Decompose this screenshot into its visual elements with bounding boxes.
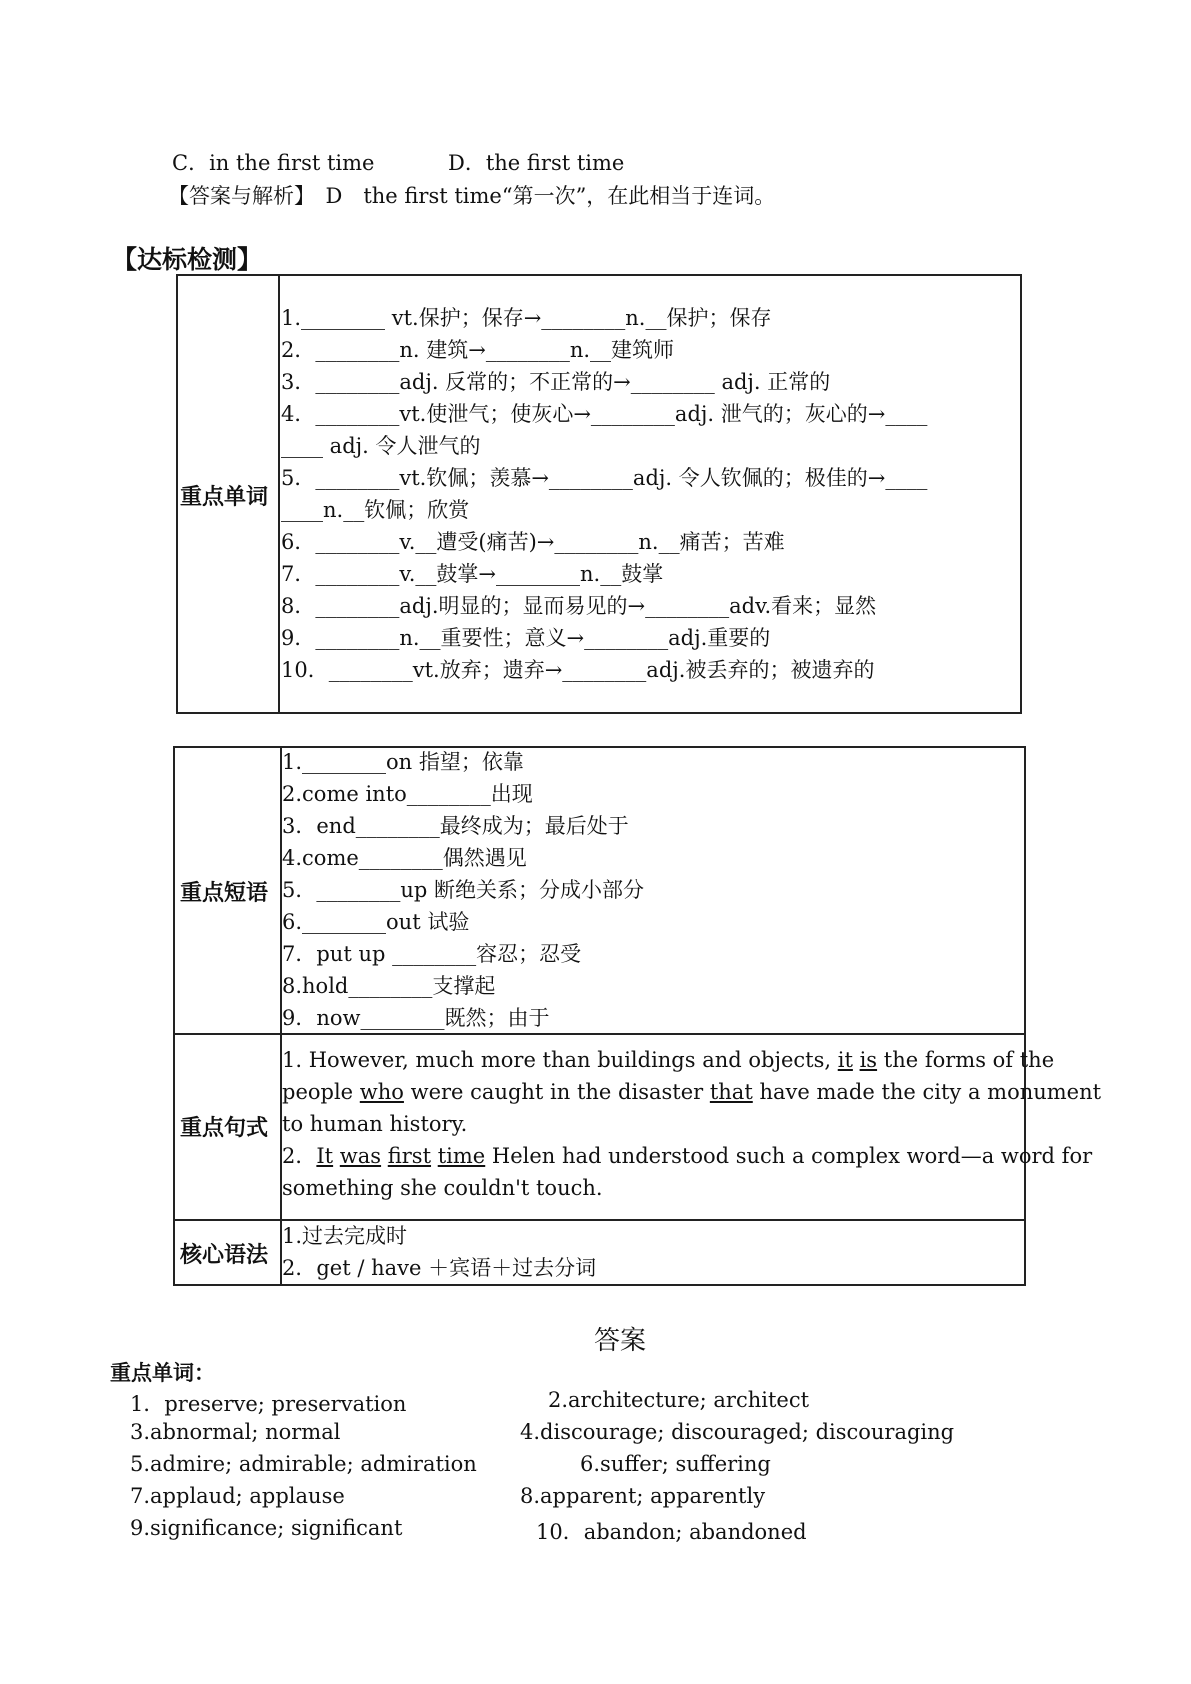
phrase-line: 9．now________既然；由于 (282, 1006, 550, 1030)
word-line: 3．________adj. 反常的；不正常的→________ adj. 正常的 (281, 370, 831, 394)
word-line: 7．________v.__鼓掌→________n.__鼓掌 (281, 562, 664, 586)
sentence-text: were caught in the disaster (403, 1080, 710, 1104)
word-line: 1.________ vt.保护；保存→________n.__保护；保存 (281, 306, 772, 330)
answer-item: 4.discourage; discouraged; discouraging (520, 1420, 955, 1444)
answer-item: 7.applaud; applause (130, 1484, 345, 1508)
word-line: 9．________n.__重要性；意义→________adj.重要的 (281, 626, 771, 650)
sentence-text: Helen had understood such a complex word—a word for (485, 1144, 1093, 1168)
answer-item: 6.suffer; suffering (580, 1452, 771, 1476)
sentence-text: people (282, 1080, 360, 1104)
answer-item: 9.significance; significant (130, 1516, 403, 1540)
phrase-line: 4.come________偶然遇见 (282, 846, 527, 870)
sentence-text (853, 1048, 860, 1072)
sentence-line (282, 1076, 1101, 1108)
sentence-text: have made the city a monument (752, 1080, 1102, 1104)
words-label: 重点单词 (180, 485, 269, 510)
underlined-word: is (859, 1048, 878, 1072)
phrase-line: 5．________up 断绝关系；分成小部分 (282, 878, 645, 902)
grammar-label: 核心语法 (180, 1243, 269, 1268)
underlined-word: first (387, 1144, 432, 1168)
word-line: ____n.__钦佩；欣赏 (281, 498, 470, 522)
words-table-divider (278, 274, 280, 714)
sentence-text: 1. However, much more than buildings and objects, (282, 1048, 838, 1072)
phrase-line: 3．end________最终成为；最后处于 (282, 814, 629, 838)
answer-item: 1．preserve; preservation (130, 1392, 407, 1416)
answers-title: 答案 (594, 1326, 647, 1356)
word-line: 4．________vt.使泄气；使灰心→________adj. 泄气的；灰心的→____ (281, 402, 928, 426)
grammar-line: 1.过去完成时 (282, 1224, 408, 1248)
underlined-word: was (339, 1144, 382, 1168)
sentence-line: something she couldn't touch. (282, 1176, 603, 1200)
word-line: 10．________vt.放弃；遗弃→________adj.被丢弃的；被遗弃的 (281, 658, 875, 682)
sentence-text: 2． (282, 1144, 317, 1168)
sentence-line: to human history. (282, 1112, 468, 1136)
word-line: 8．________adj.明显的；显而易见的→________adv.看来；显然 (281, 594, 877, 618)
phrase-line: 8.hold________支撑起 (282, 974, 496, 998)
option-d: D．the first time (448, 151, 625, 175)
sentences-label: 重点句式 (180, 1116, 269, 1141)
sentence-line (282, 1140, 1092, 1172)
answer-item: 5.admire; admirable; admiration (130, 1452, 477, 1476)
underlined-word: it (837, 1048, 853, 1072)
sentence-text: the forms of the (877, 1048, 1055, 1072)
underlined-word: It (316, 1144, 334, 1168)
option-c: C．in the first time (172, 151, 375, 175)
word-line: 2．________n. 建筑→________n.__建筑师 (281, 338, 675, 362)
phrase-line: 2.come into________出现 (282, 782, 533, 806)
sentence-line (282, 1044, 1054, 1076)
phrase-line: 7．put up ________容忍；忍受 (282, 942, 582, 966)
answers-subtitle: 重点单词： (110, 1361, 215, 1385)
grammar-line: 2．get / have ＋宾语＋过去分词 (282, 1256, 597, 1280)
word-line: ____ adj. 令人泄气的 (281, 434, 481, 458)
word-line: 5．________vt.钦佩；羡慕→________adj. 令人钦佩的；极佳的→____ (281, 466, 928, 490)
underlined-word: time (437, 1144, 486, 1168)
phrases-label: 重点短语 (180, 881, 269, 906)
answer-explanation: 【答案与解析】 D the first time“第一次”，在此相当于连词。 (168, 184, 776, 208)
underlined-word: who (359, 1080, 404, 1104)
underlined-word: that (709, 1080, 753, 1104)
phrase-line: 1.________on 指望；依靠 (282, 750, 524, 774)
answer-item: 10．abandon; abandoned (536, 1520, 807, 1544)
section-title: 【达标检测】 (112, 245, 263, 274)
answer-item: 8.apparent; apparently (520, 1484, 766, 1508)
answer-item: 2.architecture; architect (548, 1388, 810, 1412)
phrase-line: 6.________out 试验 (282, 910, 470, 934)
word-line: 6．________v.__遭受(痛苦)→________n.__痛苦；苦难 (281, 530, 785, 554)
answer-item: 3.abnormal; normal (130, 1420, 341, 1444)
